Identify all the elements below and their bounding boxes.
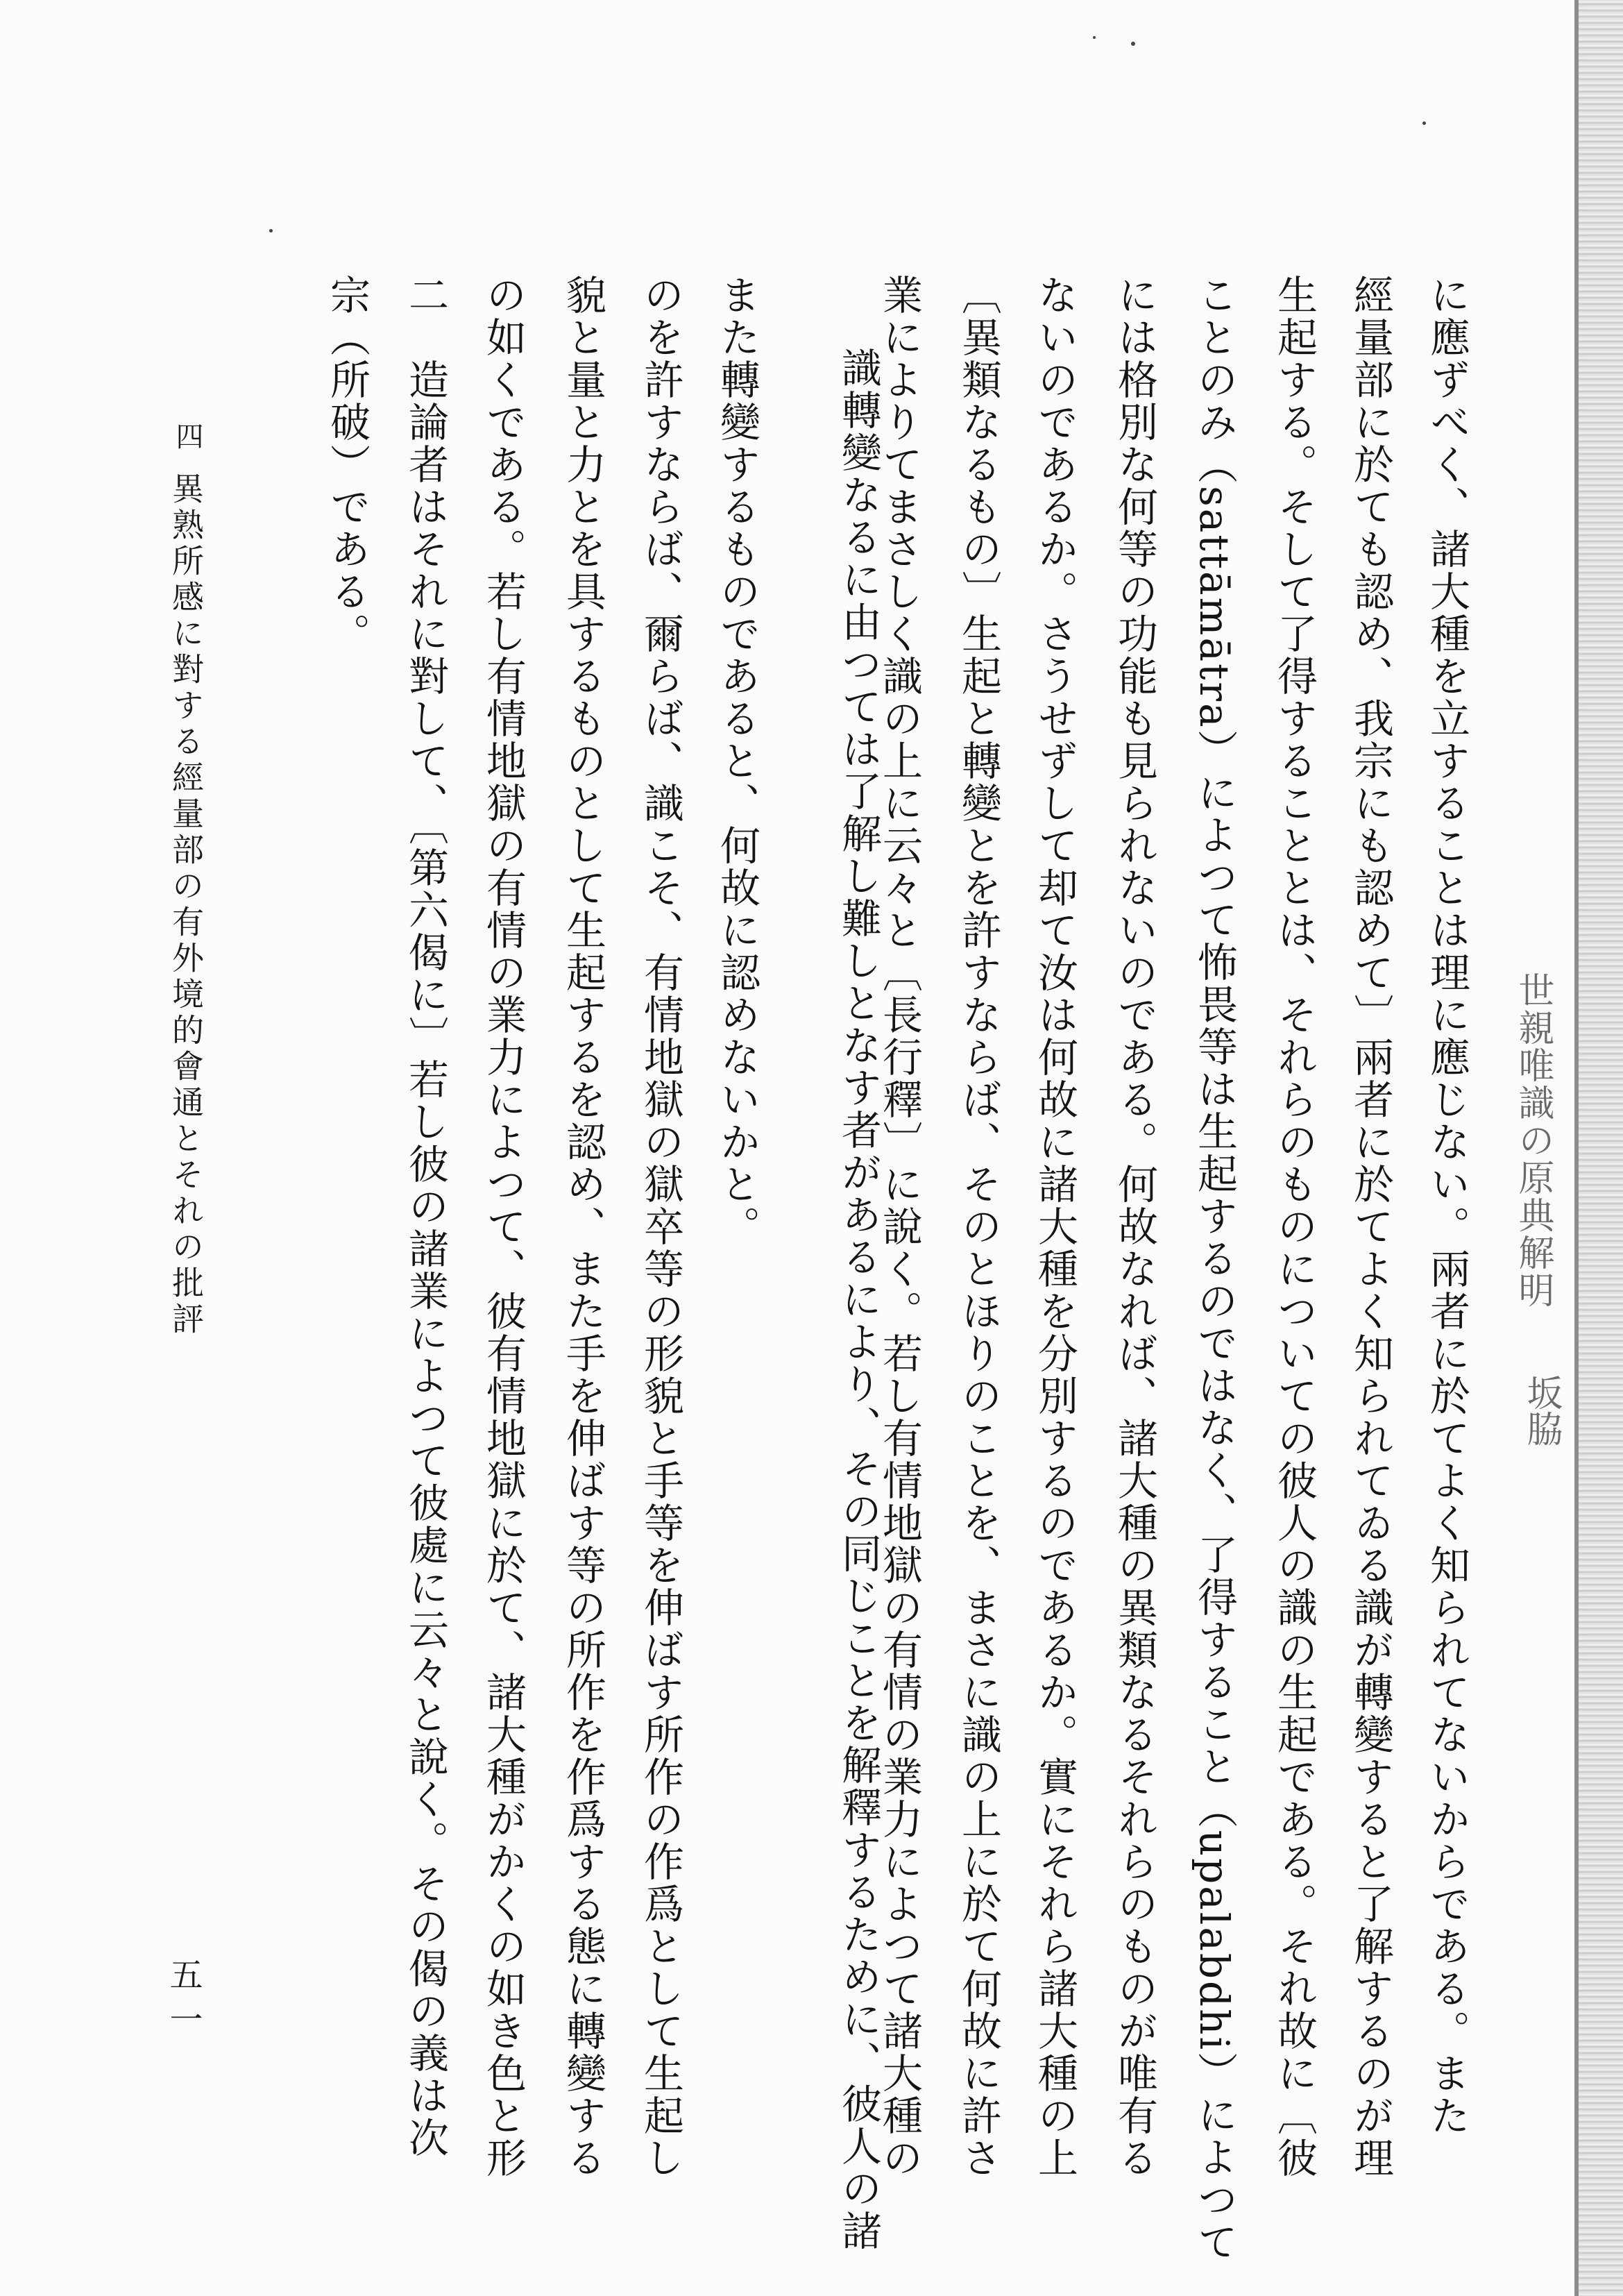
scan-speck	[1131, 42, 1135, 46]
text-column-8: 業によりてまさしく識の上に云々と〔長行釋〕に說く。若し有情地獄の有情の業力によつて諸大種の	[876, 274, 923, 2179]
text-column-10: ないのであるか。さうせずして却て汝は何故に諸大種を分別するのであるか。實にそれら諸大種の上	[1031, 274, 1078, 2179]
text-column-7: 識轉變なるに由つては了解し難しとなす者があるにより、その同じことを解釋するために、彼人の諸	[835, 347, 882, 2252]
text-column-11: には格別な何等の功能も見られないのである。何故なれば、諸大種の異類なるそれらのものが唯有る	[1111, 274, 1158, 2179]
text-column-3: の如くである。若し有情地獄の有情の業力によつて、彼有情地獄に於て、諸大種がかくの如き色と形	[479, 274, 527, 2179]
text-column-13: 生起する。そして了得することとは、それらのものについての彼人の識の生起である。それ故に〔彼	[1271, 274, 1318, 2179]
footer-running-title: 異熟所感に對する經量部の有外境的會通とそれの批評	[167, 472, 205, 1338]
scan-speck	[1093, 36, 1096, 39]
text-column-2: 二 造論者はそれに對して、〔第六偈に〕若し彼の諸業によつて彼處に云々と說く。その偈の義は次	[402, 274, 449, 2159]
text-column-12: ことのみ（sattāmātra）によつて怖畏等は生起するのではなく、了得すること（upalabdhi）によつて	[1191, 274, 1238, 2264]
margin-bleed-text-2: 坂脇	[1520, 1374, 1562, 1446]
scan-edge-line	[1574, 0, 1579, 2296]
scan-edge-shadow	[1574, 0, 1623, 2296]
scan-speck	[269, 229, 273, 233]
text-column-6: また轉變するものであると、何故に認めないかと。	[713, 274, 760, 1248]
text-column-1: 宗（所破）である。	[323, 274, 371, 655]
text-column-15: に應ずべく、諸大種を立することは理に應じない。兩者に於てよく知られてないからである。また	[1423, 274, 1470, 2137]
text-column-14: 經量部に於ても認め、我宗にも認めて〕兩者に於てよく知られてゐる識が轉變すると了解するのが理	[1347, 274, 1394, 2179]
text-column-4: 貌と量と力とを具するものとして生起するを認め、また手を伸ばす等の所作を作爲する態に轉變する	[559, 274, 606, 2179]
footer-section-number: 四	[171, 422, 203, 450]
text-column-9: 〔異類なるもの〕生起と轉變とを許すならば、そのとほりのことを、まさに識の上に於て何故に許さ	[955, 274, 1002, 2179]
margin-bleed-text: 世親唯識の原典解明	[1512, 972, 1554, 1309]
text-column-5: のを許すならば、爾らば、識こそ、有情地獄の獄卒等の形貌と手等を伸ばす所作の作爲として生起し	[637, 274, 684, 2179]
page-number: 五一	[164, 1957, 203, 2046]
scan-speck	[1422, 121, 1426, 125]
